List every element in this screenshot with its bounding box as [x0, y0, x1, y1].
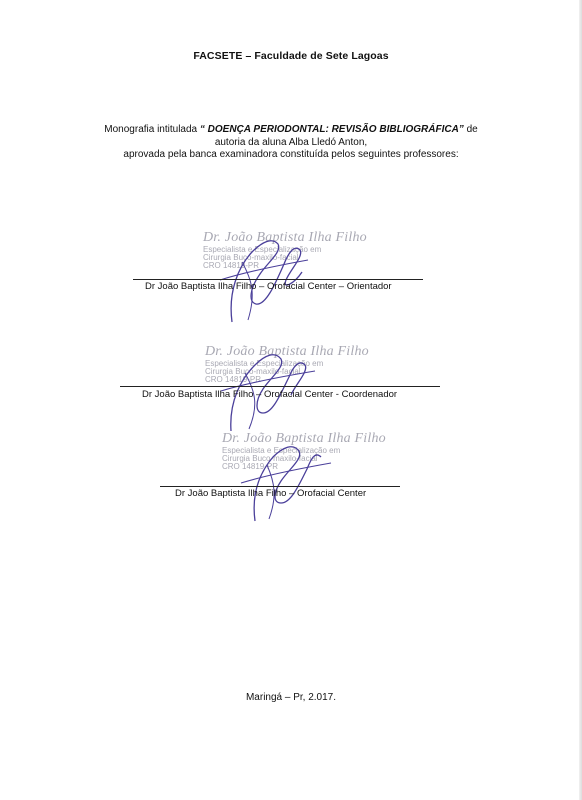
intro-suffix: de: [463, 124, 478, 135]
stamp-line: CRO 14819-PR: [205, 375, 262, 385]
intro-line-2: autoria da aluna Alba Lledó Anton,: [214, 136, 368, 148]
stamp-line: Cirurgia Buco-maxilo-facial: [205, 367, 301, 377]
examiner-name: Dr João Baptista Ilha Filho – Orofacial Center – Orientador: [145, 281, 392, 292]
stamp-name: Dr. João Baptista Ilha Filho: [203, 230, 367, 245]
stamp-line: Cirurgia Buco-maxilo-facial: [222, 454, 318, 464]
intro-line-3: aprovada pela banca examinadora constituída pelos seguintes professores:: [123, 149, 459, 160]
professional-stamp: [203, 231, 367, 271]
examiner-name: Dr João Baptista Ilha Filho – Orofacial Center - Coordenador: [142, 389, 398, 400]
stamp-line: CRO 14819-PR: [203, 261, 260, 271]
stamp-line: Especialista e Especialização em: [205, 358, 324, 368]
signature-line: [160, 486, 400, 487]
handwritten-signature: [215, 425, 345, 525]
handwritten-signature: [195, 335, 335, 435]
intro-prefix: Monografia intitulada: [104, 124, 198, 135]
stamp-line: Cirurgia Buco-maxilo-facial: [203, 253, 299, 263]
examiner-name: Dr João Baptista Ilha Filho – Orofacial Center: [175, 488, 367, 499]
institution-header: FACSETE – Faculdade de Sete Lagoas: [193, 50, 389, 62]
stamp-line: Especialista e Especialização em: [203, 244, 322, 254]
stamp-line: Especialista e Especialização em: [222, 445, 341, 455]
handwritten-signature: [190, 222, 330, 327]
intro-line-1: [0, 124, 582, 137]
signature-line: [120, 386, 440, 387]
place-and-date: Maringá – Pr, 2.017.: [245, 692, 337, 703]
monograph-title: “ DOENÇA PERIODONTAL: REVISÃO BIBLIOGRÁFICA”: [199, 124, 464, 135]
stamp-name: Dr. João Baptista Ilha Filho: [205, 344, 369, 359]
professional-stamp: [205, 345, 369, 385]
approval-statement: [0, 124, 582, 162]
professional-stamp: [222, 432, 386, 472]
signature-line: [133, 279, 423, 280]
stamp-line: CRO 14819-PR: [222, 462, 279, 472]
stamp-name: Dr. João Baptista Ilha Filho: [222, 431, 386, 446]
